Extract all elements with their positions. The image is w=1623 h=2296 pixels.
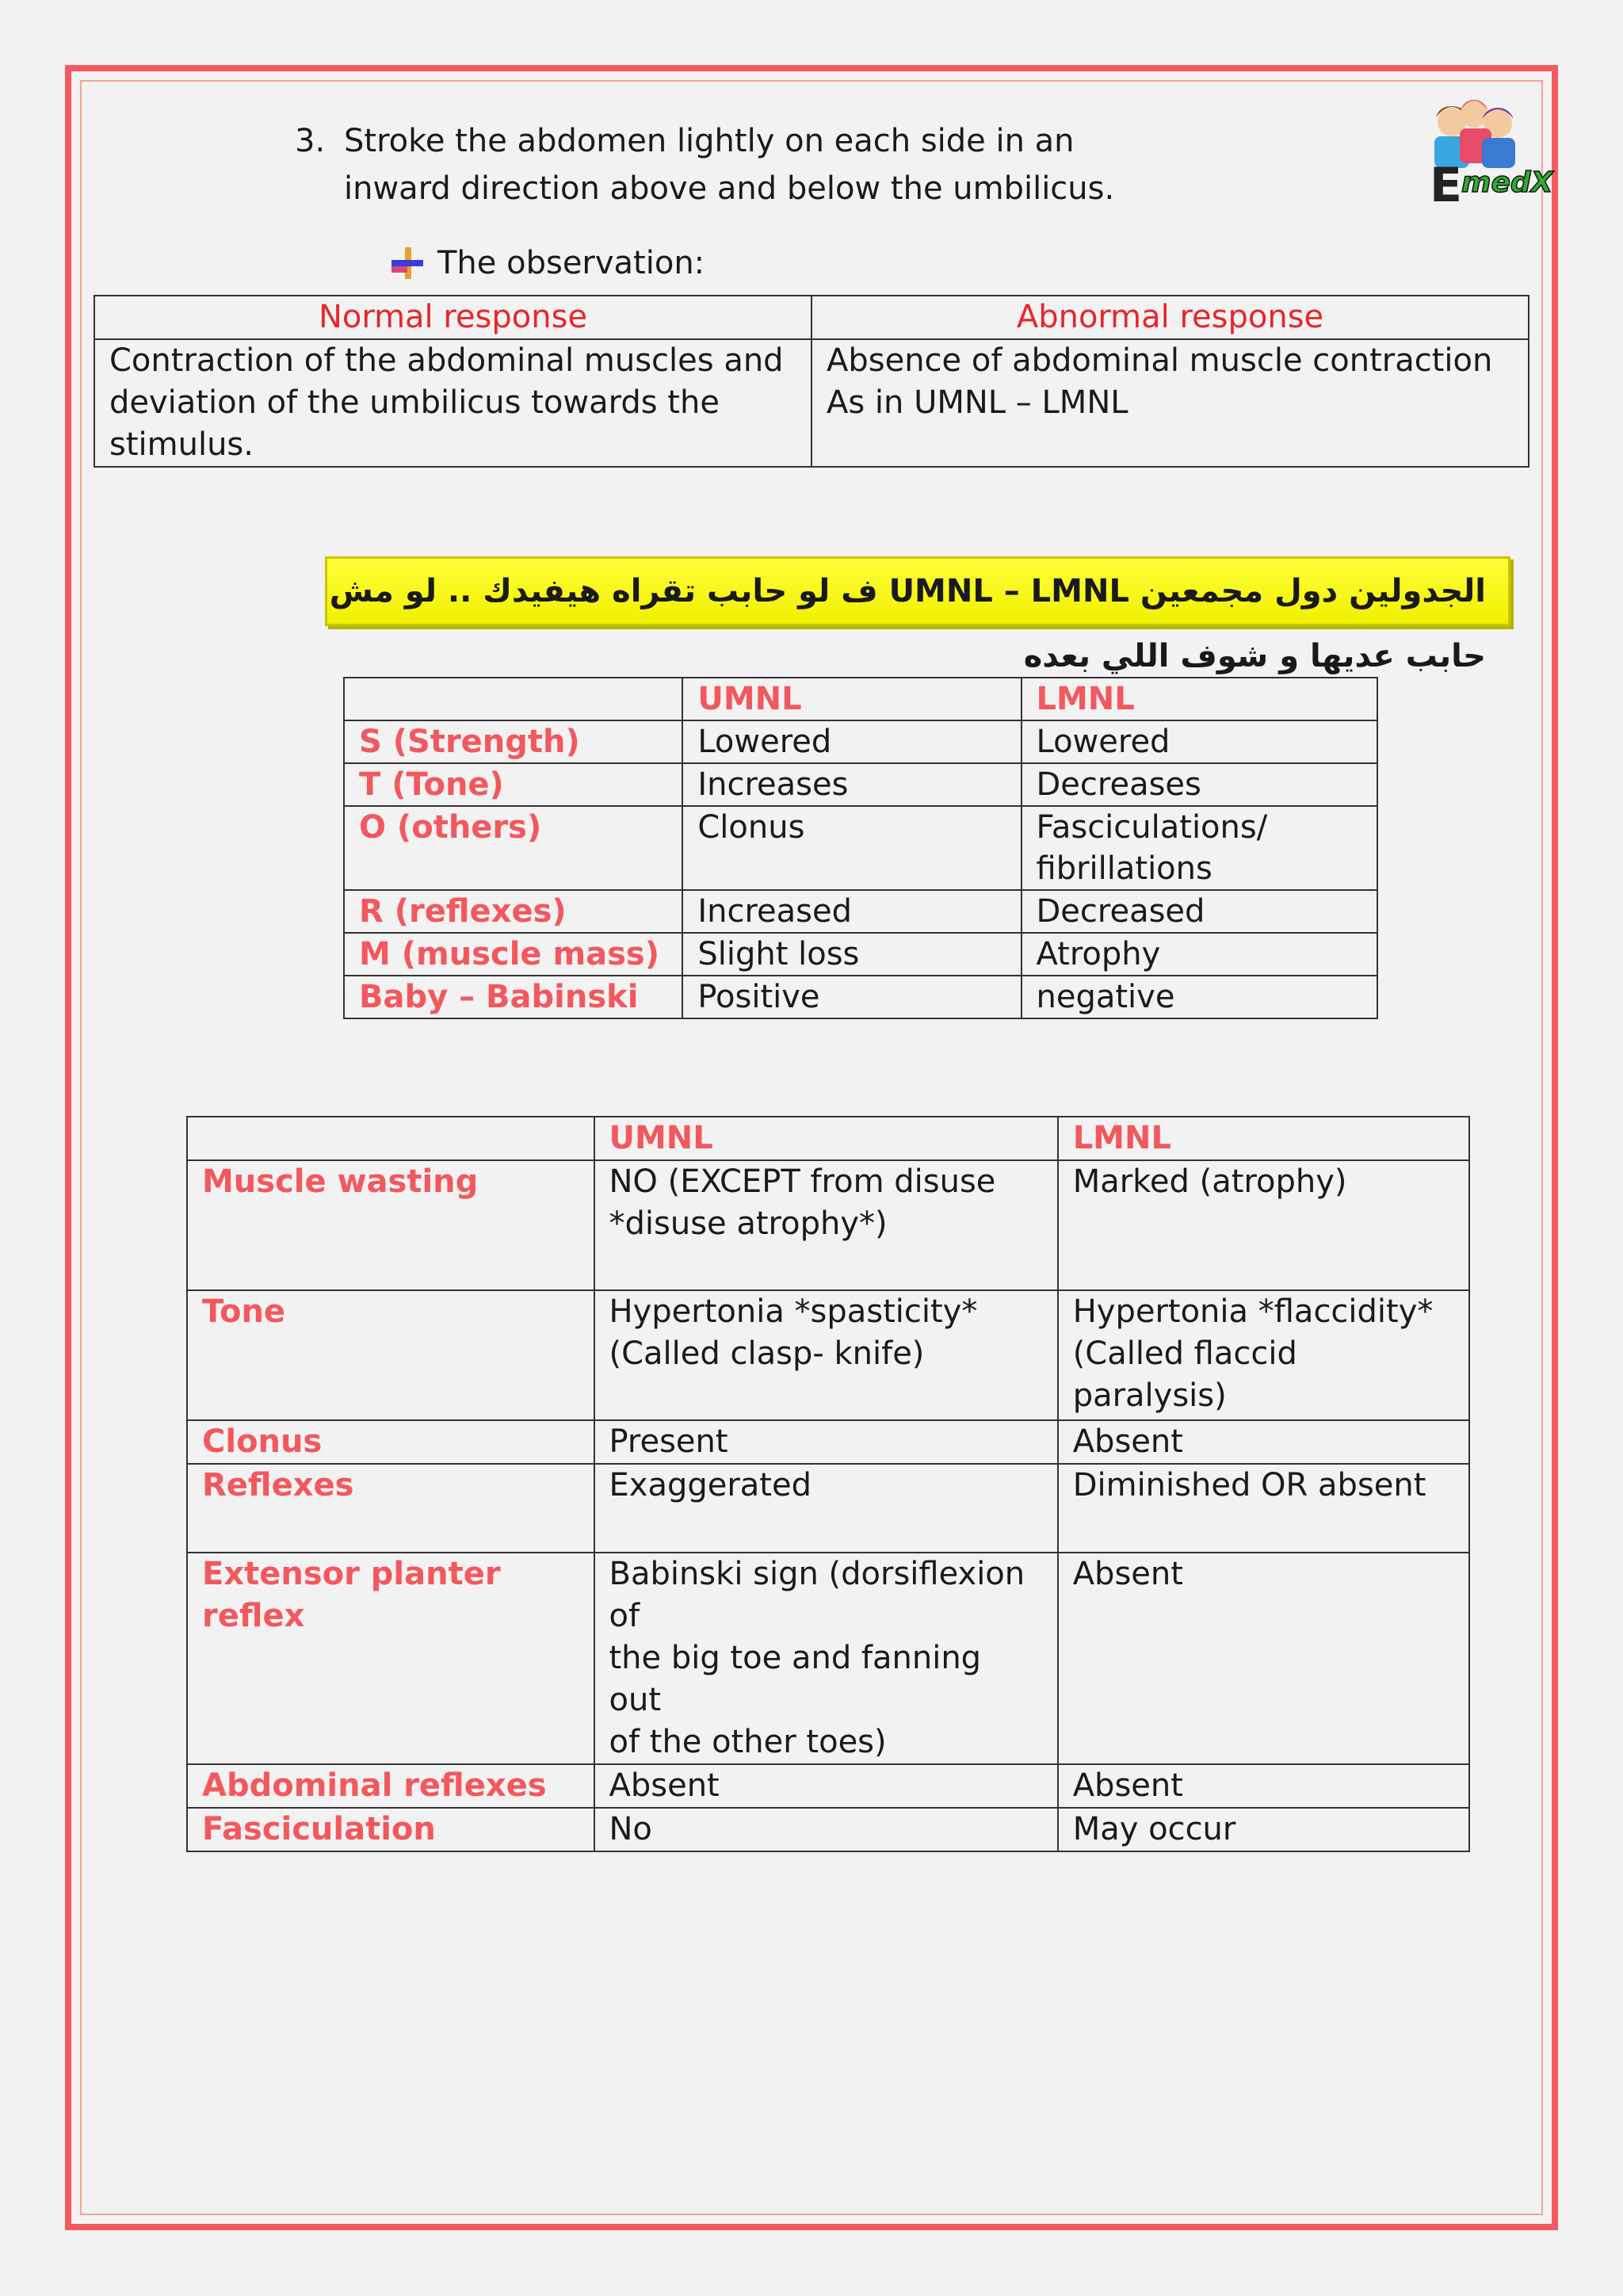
lmnl-cell: Decreased xyxy=(1022,890,1378,933)
svg-text:E: E xyxy=(1430,158,1462,213)
row-label: T (Tone) xyxy=(344,763,682,806)
lmnl-cell: Absent xyxy=(1058,1420,1469,1464)
step-line-1: Stroke the abdomen lightly on each side in an xyxy=(344,123,1075,159)
row-label: Extensor planter reflex xyxy=(187,1553,594,1764)
umnl-lmnl-comparison-table xyxy=(186,1116,1470,1852)
lmnl-cell xyxy=(1058,1290,1469,1420)
header-lmnl: LMNL xyxy=(1022,678,1378,720)
cell-line: As in UMNL – LMNL xyxy=(827,384,1128,421)
row-label: Clonus xyxy=(187,1420,594,1464)
lmnl-cell: Diminished OR absent xyxy=(1058,1464,1469,1553)
table-row xyxy=(187,1420,1469,1464)
cell-line: Marked (atrophy) xyxy=(1072,1163,1347,1200)
svg-text:medX: medX xyxy=(1461,166,1553,199)
lmnl-cell: Lowered xyxy=(1022,720,1378,763)
row-label: M (muscle mass) xyxy=(344,933,682,976)
header-empty xyxy=(187,1117,594,1160)
table-row xyxy=(344,976,1377,1018)
lmnl-cell: negative xyxy=(1022,976,1378,1018)
cell-line: (Called flaccid paralysis) xyxy=(1072,1335,1297,1414)
header-lmnl: LMNL xyxy=(1058,1117,1469,1160)
lmnl-cell: Atrophy xyxy=(1022,933,1378,976)
cell-line: Fasciculations/ xyxy=(1036,809,1268,846)
cell-line: stimulus. xyxy=(109,426,254,463)
umnl-cell: Exaggerated xyxy=(594,1464,1058,1553)
cell-line: Contraction of the abdominal muscles and xyxy=(109,342,784,379)
cell-line: Hypertonia *flaccidity* xyxy=(1072,1293,1434,1330)
cell-line: Absence of abdominal muscle contraction xyxy=(827,342,1493,379)
table-row xyxy=(344,720,1377,763)
observation-heading xyxy=(391,239,705,287)
header-umnl: UMNL xyxy=(594,1117,1058,1160)
cell-line: (Called clasp- knife) xyxy=(609,1335,925,1372)
cross-bullet-icon xyxy=(391,247,423,279)
lmnl-cell xyxy=(1022,806,1378,890)
lmnl-cell: May occur xyxy=(1058,1808,1469,1851)
umnl-cell xyxy=(594,1553,1058,1764)
umnl-cell xyxy=(594,1160,1058,1290)
row-label: Baby – Babinski xyxy=(344,976,682,1018)
row-label: Fasciculation xyxy=(187,1808,594,1851)
umnl-cell: No xyxy=(594,1808,1058,1851)
table-row xyxy=(187,1464,1469,1553)
header-empty xyxy=(344,678,682,720)
row-label: O (others) xyxy=(344,806,682,890)
observation-table xyxy=(94,295,1529,468)
arabic-note-banner: الجدولين دول مجمعين UMNL – LMNL ف لو حابب تقراه هيفيدك .. لو مش حابب عديها و شوف اللي بعده xyxy=(325,556,1510,626)
normal-response-cell xyxy=(94,339,812,467)
table-row xyxy=(344,890,1377,933)
umnl-cell: Lowered xyxy=(682,720,1021,763)
cell-line: Babinski sign (dorsiflexion of xyxy=(609,1556,1025,1634)
table-header-row xyxy=(344,678,1377,720)
table-row xyxy=(344,933,1377,976)
row-label: Reflexes xyxy=(187,1464,594,1553)
lmnl-cell: Absent xyxy=(1058,1764,1469,1808)
medx-logo-icon xyxy=(1419,82,1553,217)
row-label: R (reflexes) xyxy=(344,890,682,933)
lmnl-cell: Absent xyxy=(1058,1553,1469,1764)
observation-label: The observation: xyxy=(437,245,705,281)
cell-line: NO (EXCEPT from disuse xyxy=(609,1163,996,1200)
table-row xyxy=(344,763,1377,806)
cell-line: fibrillations xyxy=(1036,850,1212,887)
header-abnormal-response: Abnormal response xyxy=(812,296,1529,339)
cell-line: Hypertonia *spasticity* xyxy=(609,1293,978,1330)
table-row xyxy=(187,1553,1469,1764)
umnl-cell: Clonus xyxy=(682,806,1021,890)
umnl-cell: Slight loss xyxy=(682,933,1021,976)
step-line-2: inward direction above and below the umbilicus. xyxy=(344,170,1115,207)
umnl-cell: Increased xyxy=(682,890,1021,933)
umnl-cell: Absent xyxy=(594,1764,1058,1808)
cell-line: the big toe and fanning out xyxy=(609,1640,982,1718)
umnl-cell: Increases xyxy=(682,763,1021,806)
table-row xyxy=(187,1808,1469,1851)
table-row xyxy=(344,806,1377,890)
row-label: S (Strength) xyxy=(344,720,682,763)
cell-line: of the other toes) xyxy=(609,1724,887,1760)
umnl-cell xyxy=(594,1290,1058,1420)
lmnl-cell: Decreases xyxy=(1022,763,1378,806)
umnl-cell: Positive xyxy=(682,976,1021,1018)
header-umnl: UMNL xyxy=(682,678,1021,720)
header-normal-response: Normal response xyxy=(94,296,812,339)
umnl-lmnl-mnemonic-table xyxy=(343,677,1378,1019)
step-number: 3. xyxy=(295,123,326,159)
table-row xyxy=(187,1160,1469,1290)
table-header-row xyxy=(187,1117,1469,1160)
cell-line: *disuse atrophy*) xyxy=(609,1205,888,1242)
cell-line: deviation of the umbilicus towards the xyxy=(109,384,720,421)
table-header-row xyxy=(94,296,1529,339)
row-label: Tone xyxy=(187,1290,594,1420)
abnormal-response-cell xyxy=(812,339,1529,467)
lmnl-cell xyxy=(1058,1160,1469,1290)
row-label: Abdominal reflexes xyxy=(187,1764,594,1808)
table-row xyxy=(187,1290,1469,1420)
table-row xyxy=(94,339,1529,467)
umnl-cell: Present xyxy=(594,1420,1058,1464)
table-row xyxy=(187,1764,1469,1808)
row-label: Muscle wasting xyxy=(187,1160,594,1290)
